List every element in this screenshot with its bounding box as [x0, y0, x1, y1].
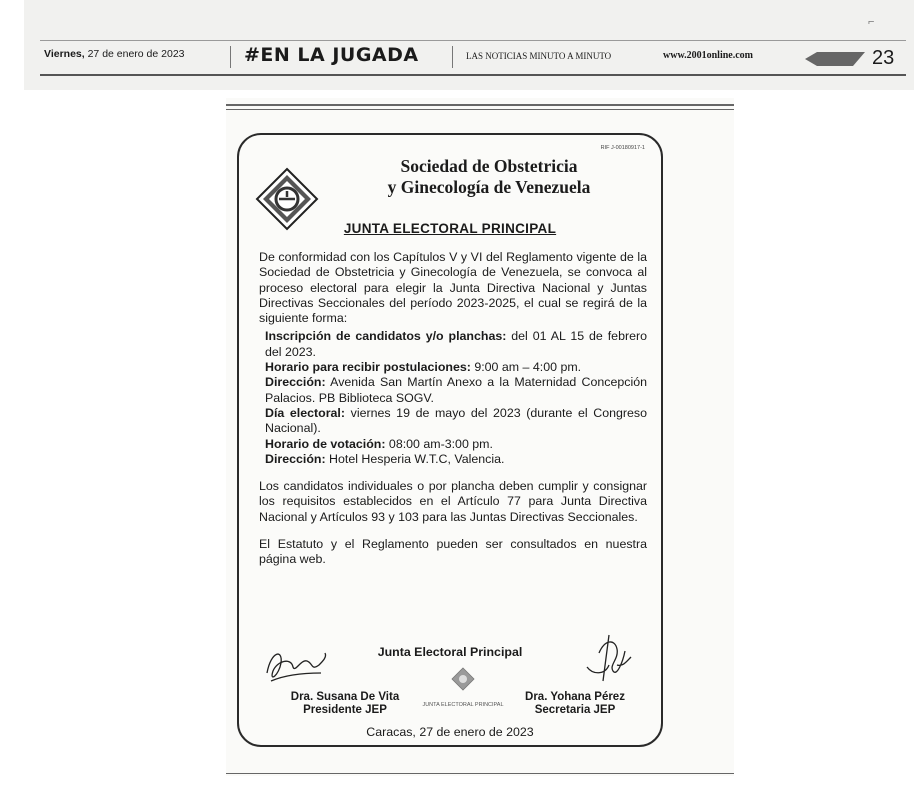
intro-paragraph: De conformidad con los Capítulos V y VI del Reglamento vigente de la Sociedad de Obstetricia y Ginecología de Venezuela, se convoca al proceso electoral para elegir la Junta Directiva Nacional y Juntas Directivas Seccionales del período 2023-2025, el cual se regirá de la siguiente forma: [259, 250, 647, 326]
clip-rule [226, 773, 734, 774]
stamp-logo-icon [451, 667, 475, 691]
list-item [265, 452, 647, 467]
item-label: Horario para recibir postulaciones: [265, 360, 471, 375]
item-label: Dirección: [265, 375, 326, 390]
notice-heading: JUNTA ELECTORAL PRINCIPAL [343, 221, 557, 236]
section-title: #EN LA JUGADA [244, 44, 419, 66]
right-signatory [505, 691, 645, 717]
left-signatory [275, 691, 415, 717]
page-number: 23 [872, 47, 895, 69]
header-url: www.2001online.com [663, 50, 753, 61]
item-value: Hotel Hesperia W.T.C, Valencia. [325, 451, 505, 466]
left-signatory-role: Presidente JEP [303, 704, 387, 716]
item-value: 9:00 am – 4:00 pm. [470, 360, 582, 375]
notice-frame [237, 133, 663, 747]
list-item [265, 437, 647, 452]
item-value: Avenida San Martín Anexo a la Maternidad Concepción Palacios. PB Biblioteca SOGV. [265, 375, 647, 405]
list-item [265, 375, 647, 406]
item-value: 08:00 am-3:00 pm. [385, 436, 493, 451]
notice-body [259, 250, 647, 568]
item-label: Dirección: [265, 451, 326, 466]
stamp-text: JUNTA ELECTORAL PRINCIPAL [422, 702, 504, 708]
statute-paragraph: El Estatuto y el Reglamento pueden ser consultados en nuestra página web. [259, 537, 647, 567]
item-label: Día electoral: [265, 405, 345, 420]
left-signature [261, 643, 331, 687]
header-rule-bottom [40, 74, 906, 76]
header-date-text: 27 de enero de 2023 [87, 48, 185, 60]
list-item [265, 360, 647, 375]
item-label: Horario de votación: [265, 436, 386, 451]
organization-name-line2: y Ginecología de Venezuela [387, 177, 591, 197]
signing-body: Junta Electoral Principal [377, 645, 523, 659]
newspaper-header [24, 0, 914, 90]
requirements-paragraph: Los candidatos individuales o por plancha deben cumplir y consignar los requisitos establecidos en el Artículo 77 para Junta Directiva Nacional y Artículos 93 y 103 para las Juntas Directivas Seccionales. [259, 479, 647, 524]
organization-name-line1: Sociedad de Obstetricia [400, 156, 578, 176]
right-signatory-name: Dra. Yohana Pérez [525, 691, 625, 703]
list-item [265, 329, 647, 360]
corner-mark: ⌐ [868, 16, 875, 28]
list-item [265, 406, 647, 437]
header-divider [452, 46, 453, 68]
right-signature [579, 631, 639, 689]
organization-name [339, 156, 639, 198]
header-divider [230, 46, 231, 68]
item-value: viernes 19 de mayo del 2023 (durante el Congreso Nacional). [265, 405, 647, 436]
rif-number: RIF J-00180917-1 [600, 145, 645, 151]
right-signatory-role: Secretaria JEP [534, 704, 616, 716]
left-signatory-name: Dra. Susana De Vita [290, 691, 400, 703]
item-label: Inscripción de candidatos y/o planchas: [265, 329, 507, 344]
place-date: Caracas, 27 de enero de 2023 [366, 725, 534, 739]
header-date [44, 48, 185, 60]
clip-rule [226, 109, 734, 110]
clip-rule [226, 104, 734, 106]
schedule-list [259, 329, 647, 467]
header-tagline: LAS NOTICIAS MINUTO A MINUTO [466, 51, 612, 61]
header-day: Viernes, [44, 48, 85, 60]
item-value: del 01 AL 15 de febrero del 2023. [265, 329, 647, 359]
header-rule-top [40, 40, 906, 41]
